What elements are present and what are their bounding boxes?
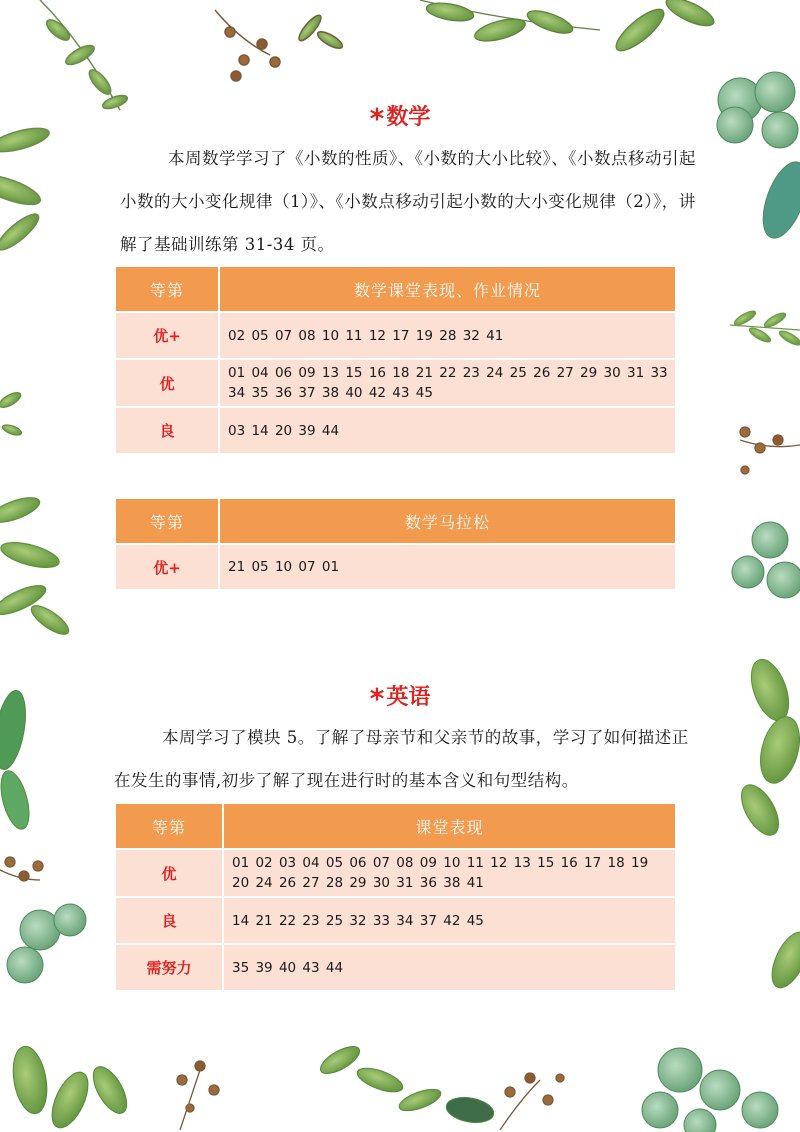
grade-level: 良: [115, 897, 223, 944]
header-title: 课堂表现: [223, 803, 676, 849]
student-ids: 03 14 20 39 44: [219, 407, 676, 454]
student-ids: 35 39 40 43 44: [223, 944, 676, 991]
leaf-cluster-bottom-left: [8, 1044, 133, 1132]
math-marathon-table: [114, 497, 677, 591]
grade-level: 良: [115, 407, 219, 454]
berry-branch-bottom: [177, 1061, 564, 1130]
math-title-text: 数学: [386, 105, 431, 130]
table-row: [115, 849, 676, 897]
leaf-cluster-top-right: [420, 0, 717, 57]
english-section-title: [0, 680, 800, 715]
student-ids: 02 05 07 08 10 11 12 17 19 28 32 41: [219, 312, 676, 359]
table-row: [115, 359, 676, 407]
table-header-row: [115, 266, 676, 312]
table-header-row: [115, 498, 676, 544]
grade-level: 优+: [115, 544, 219, 590]
table-row: [115, 897, 676, 944]
student-ids: 01 02 03 04 05 06 07 08 09 10 11 12 13 15 16 17 18 19 20 24 26 27 28 29 30 31 36 38 41: [223, 849, 676, 897]
english-summary-paragraph: [114, 716, 704, 802]
eucalyptus-bottom-right: [642, 1048, 778, 1132]
header-grade: 等第: [115, 498, 219, 544]
student-ids: 21 05 10 07 01: [219, 544, 676, 590]
leaf-branch-right: [730, 309, 800, 348]
grade-level: 优: [115, 849, 223, 897]
grade-level: 优: [115, 359, 219, 407]
student-ids: 01 04 06 09 13 15 16 18 21 22 23 24 25 26 27 29 30 31 33 34 35 36 37 38 40 42 43 45: [219, 359, 676, 407]
header-title: 数学马拉松: [219, 498, 676, 544]
header-grade: 等第: [115, 266, 219, 312]
table-row: [115, 944, 676, 991]
leaf-branch-left: [0, 390, 73, 640]
table-row: [115, 407, 676, 454]
grade-level: 需努力: [115, 944, 223, 991]
table-header-row: [115, 803, 676, 849]
table-row: [115, 312, 676, 359]
grade-level: 优+: [115, 312, 219, 359]
star-icon: *: [369, 682, 385, 715]
table-row: [115, 544, 676, 590]
math-summary-paragraph: [120, 137, 698, 266]
math-performance-table: [114, 265, 677, 455]
english-performance-table: [114, 802, 677, 992]
berry-branch-top: [215, 10, 345, 81]
math-section-title: [0, 100, 800, 135]
english-summary-text: 本周学习了模块 5。了解了母亲节和父亲节的故事，学习了如何描述正在发生的事情,初步了解了现在进行时的基本含义和句型结构。: [114, 728, 689, 790]
header-title: 数学课堂表现、作业情况: [219, 266, 676, 312]
student-ids: 14 21 22 23 25 32 33 34 37 42 45: [223, 897, 676, 944]
star-icon: *: [369, 102, 385, 135]
eucalyptus-left-lower: [7, 904, 86, 983]
english-title-text: 英语: [386, 685, 431, 710]
eucalyptus-top-right: [717, 72, 800, 244]
berry-branch-right: [740, 427, 800, 474]
header-grade: 等第: [115, 803, 223, 849]
math-summary-text: 本周数学学习了《小数的性质》、《小数的大小比较》、《小数点移动引起小数的大小变化规律（1）》、《小数点移动引起小数的大小变化规律（2）》，讲解了基础训练第 31-34 页。: [120, 149, 696, 254]
leaf-cluster-bottom-center: [316, 1041, 495, 1126]
eucalyptus-right-middle: [732, 522, 800, 598]
berry-branch-left: [0, 857, 43, 881]
